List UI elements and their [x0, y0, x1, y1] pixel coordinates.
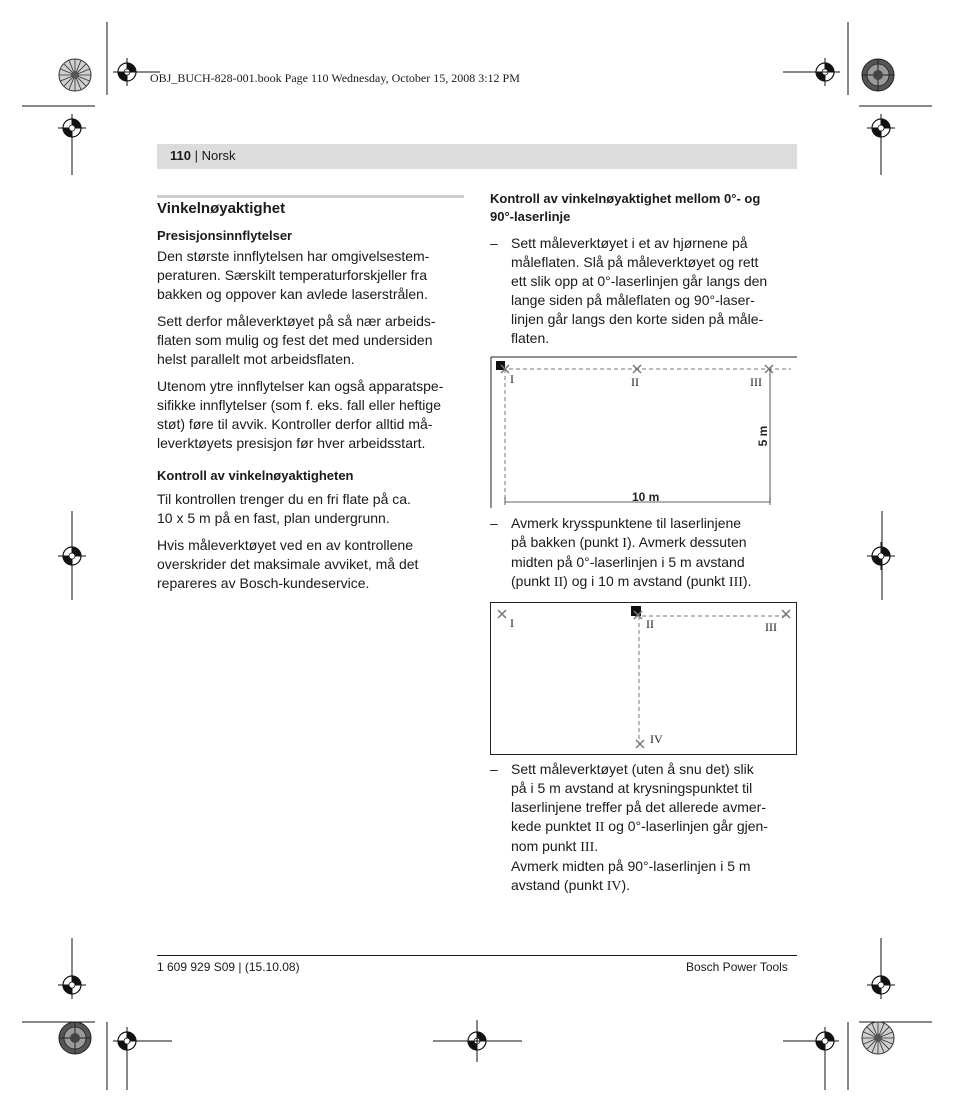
text-line: sifikke innflytelser (som f. eks. fall eller heftige [157, 397, 441, 413]
text-line: avstand (punkt [511, 877, 607, 893]
text-line: Kontroll av vinkelnøyaktighet mellom 0°- og [490, 191, 761, 206]
point-ref: I [622, 536, 627, 551]
text-line: overskrider det maksimale avviket, må det [157, 556, 419, 572]
section-rule [157, 195, 464, 198]
cross-mark-icon [636, 740, 644, 748]
point-label-i: I [510, 372, 514, 386]
subheading-check: Kontroll av vinkelnøyaktigheten [157, 468, 354, 483]
text-line: repareres av Bosch-kundeservice. [157, 575, 370, 591]
right-column [490, 190, 800, 348]
paragraph-4 [157, 490, 477, 528]
footer-brand: Bosch Power Tools [686, 960, 788, 974]
text-line: 90°-laserlinje [490, 209, 571, 224]
text-line: Til kontrollen trenger du en fri flate på ca. [157, 491, 411, 507]
text-line: leverktøyets presisjon før hver arbeidsstart. [157, 435, 426, 451]
text-line: ). [621, 877, 631, 893]
text-line: ) og i 10 m avstand (punkt [563, 573, 729, 589]
text-line: peraturen. Særskilt temperaturforskjeller fra [157, 267, 427, 283]
point-label-i: I [510, 616, 514, 630]
section-title: Vinkelnøyaktighet [157, 200, 286, 217]
cross-mark-icon [498, 610, 506, 618]
header-separator: | [190, 148, 202, 163]
book-info-line: OBJ_BUCH-828-001.book Page 110 Wednesday, October 15, 2008 3:12 PM [150, 71, 520, 85]
point-ref: III [580, 840, 595, 855]
text-line: lange siden på måleflaten og 90°-laser- [511, 292, 755, 308]
header-language: Norsk [201, 148, 236, 163]
diagram-frame [491, 603, 797, 755]
text-line: Sett derfor måleverktøyet på så nær arbeids- [157, 313, 436, 329]
step-1 [490, 234, 800, 348]
text-line: midten på 0°-laserlinjen i 5 m avstand [511, 554, 745, 570]
right-section-title [490, 190, 800, 226]
dimension-label-10m: 10 m [632, 490, 660, 504]
text-line: bakken og oppover kan avlede laserstrålen. [157, 286, 428, 302]
text-line: ett slik opp at 0°-laserlinjen går langs den [511, 273, 768, 289]
text-line: Utenom ytre innflytelser kan også apparatspe- [157, 378, 444, 394]
text-line: Sett måleverktøyet i et av hjørnene på [511, 235, 748, 251]
text-line: nom punkt [511, 838, 581, 854]
text-line: Hvis måleverktøyet ved en av kontrollene [157, 537, 413, 553]
diagram-check-2 [490, 602, 798, 757]
step-2-text [490, 514, 800, 592]
footer-rule [157, 955, 797, 956]
step-2 [490, 514, 800, 592]
left-column [157, 199, 477, 593]
page-number: 110 [170, 148, 191, 163]
footer-doc-number: 1 609 929 S09 | (15.10.08) [157, 960, 300, 974]
text-line: linjen går langs den korte siden på måle- [511, 311, 764, 327]
text-line: Avmerk krysspunktene til laserlinjene [511, 515, 742, 531]
page-header-bar [157, 144, 797, 169]
point-label-ii: II [631, 375, 639, 389]
cross-mark-icon [782, 610, 790, 618]
text-line: (punkt [511, 573, 554, 589]
dash-bullet: – [490, 515, 498, 531]
subheading-precision: Presisjonsinnflytelser [157, 228, 293, 243]
point-label-iv: IV [650, 732, 663, 746]
text-line: på bakken (punkt [511, 534, 623, 550]
point-ref: IV [606, 879, 622, 894]
text-line: flaten. [511, 330, 550, 346]
diagram-check-1 [489, 355, 799, 510]
point-label-iii: III [765, 620, 777, 634]
text-line: ). [742, 573, 752, 589]
paragraph-1 [157, 247, 477, 304]
point-label-iii: III [750, 375, 762, 389]
text-line: kede punktet [511, 818, 596, 834]
step-3 [490, 760, 800, 896]
text-line: og 0°-laserlinjen går gjen- [604, 818, 768, 834]
dimension-line-10m [505, 369, 770, 505]
text-line: laserlinjene treffer på det allerede avmer- [511, 799, 766, 815]
paragraph-3 [157, 377, 477, 453]
dash-bullet: – [490, 761, 498, 777]
paragraph-5 [157, 536, 477, 593]
dimension-label-5m: 5 m [756, 425, 770, 447]
text-line: støt) føre til avvik. Kontroller derfor alltid må- [157, 416, 433, 432]
text-line: Den største innflytelsen har omgivelsestem- [157, 248, 430, 264]
text-line: flaten som mulig og fest det med undersiden [157, 332, 433, 348]
page-header [170, 148, 236, 163]
paragraph-2 [157, 312, 477, 369]
point-ref: II [553, 575, 564, 590]
point-ref: II [595, 820, 605, 835]
text-line: på i 5 m avstand at krysningspunktet til [511, 780, 753, 796]
text-line: Sett måleverktøyet (uten å snu det) slik [511, 761, 754, 777]
text-line: måleflaten. Slå på måleverktøyet og rett [511, 254, 759, 270]
text-line: Avmerk midten på 90°-laserlinjen i 5 m [511, 858, 751, 874]
cross-mark-icon [633, 365, 641, 373]
text-line: . [594, 838, 599, 854]
dash-bullet: – [490, 235, 498, 251]
text-line: 10 x 5 m på en fast, plan undergrunn. [157, 510, 390, 526]
text-line: ). Avmerk dessuten [626, 534, 747, 550]
step-3-text [490, 760, 800, 896]
point-ref: III [728, 575, 743, 590]
text-line: helst parallelt mot arbeidsflaten. [157, 351, 355, 367]
point-label-ii: II [646, 617, 654, 631]
